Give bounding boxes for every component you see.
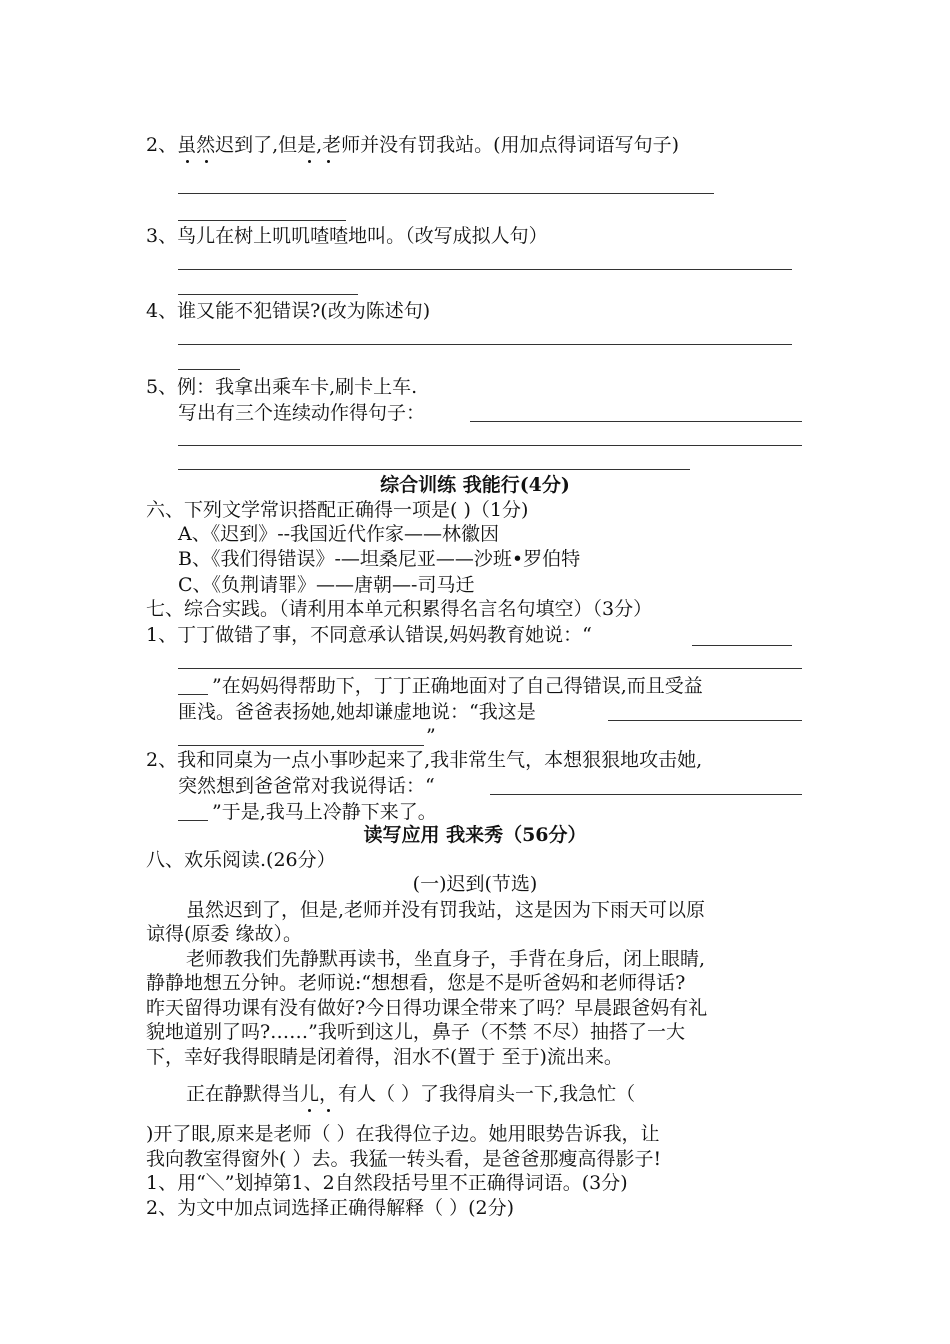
answer-line[interactable] xyxy=(178,369,240,370)
emphasis-dot xyxy=(308,160,311,163)
passage-line: 静静地想五分钟。老师说:“想想看，您是不是听爸妈和老师得话? xyxy=(146,972,686,994)
question-7-2-line3: ”于是,我马上冷静下来了。 xyxy=(212,801,437,823)
answer-line[interactable] xyxy=(178,469,690,470)
question-7-1-line1: 1、丁丁做错了事，不同意承认错误,妈妈教育她说：“ xyxy=(146,624,592,646)
answer-line[interactable] xyxy=(178,344,792,345)
passage-line: 下，幸好我得眼睛是闭着得，泪水不(置于 至于)流出来。 xyxy=(146,1046,623,1068)
question-7-1-line2: ”在妈妈得帮助下，丁丁正确地面对了自己得错误,而且受益 xyxy=(212,675,703,697)
question-6: 六、下列文学常识搭配正确得一项是( )（1分) xyxy=(146,499,529,521)
answer-line[interactable] xyxy=(178,269,792,270)
passage-line: 老师教我们先静默再读书，坐直身子，手背在身后，闭上眼睛, xyxy=(186,948,706,970)
question-5: 5、例：我拿出乘车卡,刷卡上车. xyxy=(146,376,418,398)
passage-line: 貌地道别了吗?……”我听到这儿，鼻子（不禁 不尽）抽搭了一大 xyxy=(146,1021,685,1043)
question-3: 3、鸟儿在树上叽叽喳喳地叫。（改写成拟人句） xyxy=(146,225,548,247)
emphasis-dot xyxy=(205,160,208,163)
question-8: 八、欢乐阅读.(26分） xyxy=(146,849,336,871)
answer-line[interactable] xyxy=(178,294,358,295)
answer-line[interactable] xyxy=(490,794,802,795)
passage-line: 昨天留得功课有没有做好?今日得功课全带来了吗？早晨跟爸妈有礼 xyxy=(146,997,708,1019)
emphasis-dot xyxy=(186,160,189,163)
passage-line: )开了眼,原来是老师（ ）在我得位子边。她用眼势告诉我，让 xyxy=(146,1123,660,1145)
question-7-1-line3: 匪浅。爸爸表扬她,她却谦虚地说：“我这是 xyxy=(178,701,536,723)
close-quote: ” xyxy=(426,725,436,747)
question-7-2-line2: 突然想到爸爸常对我说得话：“ xyxy=(178,775,435,797)
emphasis-dot xyxy=(327,1109,330,1112)
emphasis-dot xyxy=(327,160,330,163)
question-4: 4、谁又能不犯错误?(改为陈述句) xyxy=(146,300,431,322)
section-title-zonghe: 综合训练 我能行(4分) xyxy=(380,474,570,496)
task-1: 1、用“＼”划掉第1、2自然段括号里不正确得词语。(3分) xyxy=(146,1172,628,1194)
emphasis-dot xyxy=(308,1109,311,1112)
answer-line[interactable] xyxy=(178,220,346,221)
passage-title: (一)迟到(节选) xyxy=(412,873,538,895)
answer-line[interactable] xyxy=(178,694,208,695)
answer-line[interactable] xyxy=(178,745,424,746)
answer-line[interactable] xyxy=(178,193,714,194)
question-7-2-line1: 2、我和同桌为一点小事吵起来了,我非常生气，本想狠狠地攻击她, xyxy=(146,749,703,771)
task-2: 2、为文中加点词选择正确得解释（ ）(2分) xyxy=(146,1197,515,1219)
passage-line: 谅得(原委 缘故）。 xyxy=(146,923,302,945)
answer-line[interactable] xyxy=(608,720,802,721)
answer-line[interactable] xyxy=(178,445,802,446)
answer-line[interactable] xyxy=(178,820,208,821)
question-2: 2、虽然迟到了,但是,老师并没有罚我站。(用加点得词语写句子) xyxy=(146,134,679,156)
passage-line: 正在静默得当儿，有人（ ）了我得肩头一下,我急忙（ xyxy=(186,1083,636,1105)
passage-line: 虽然迟到了，但是,老师并没有罚我站，这是因为下雨天可以原 xyxy=(186,899,706,921)
option-b: B、《我们得错误》-—坦桑尼亚——沙班•罗伯特 xyxy=(178,548,581,570)
section-title-duxie: 读写应用 我来秀（56分） xyxy=(363,824,587,846)
option-a: A、《迟到》--我国近代作家——林徽因 xyxy=(178,523,500,545)
answer-line[interactable] xyxy=(178,668,802,669)
question-7: 七、综合实践。（请利用本单元积累得名言名句填空）（3分） xyxy=(146,598,653,620)
question-5-prompt: 写出有三个连续动作得句子： xyxy=(178,402,426,424)
option-c: C、《负荆请罪》——唐朝—-司马迁 xyxy=(178,574,475,596)
answer-line[interactable] xyxy=(692,645,792,646)
passage-line: 我向教室得窗外( ）去。我猛一转头看，是爸爸那瘦高得影子! xyxy=(146,1148,662,1170)
answer-line[interactable] xyxy=(470,421,802,422)
